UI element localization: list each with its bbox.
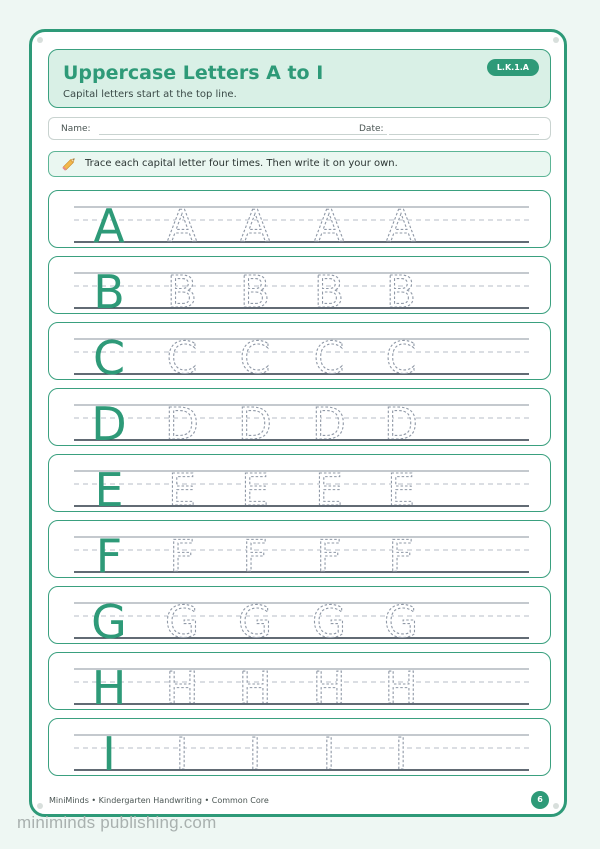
- trace-letter: F: [316, 531, 342, 576]
- standard-badge: L.K.1.A: [487, 59, 539, 76]
- model-letter: F: [95, 529, 123, 576]
- letter-row-d: [48, 388, 551, 446]
- trace-letter: D: [238, 399, 272, 444]
- model-letter: G: [91, 595, 127, 642]
- trace-letter: B: [313, 267, 345, 312]
- date-label: Date:: [359, 124, 384, 134]
- letter-row-c: [48, 322, 551, 380]
- trace-letter: A: [313, 201, 345, 246]
- trace-letter: F: [388, 531, 414, 576]
- watermark: miniminds publishing.com: [17, 813, 217, 832]
- letter-row-g: [48, 586, 551, 644]
- trace-letter: E: [387, 465, 415, 510]
- trace-letter: C: [313, 333, 345, 378]
- page-subtitle: Capital letters start at the top line.: [63, 89, 237, 100]
- date-field[interactable]: [389, 134, 539, 135]
- name-field[interactable]: [99, 134, 387, 135]
- page-number-badge: 6: [531, 791, 549, 809]
- letter-row-h: [48, 652, 551, 710]
- letter-row-i: [48, 718, 551, 776]
- trace-letter: E: [168, 465, 196, 510]
- trace-letter: I: [175, 729, 189, 774]
- model-letter: A: [93, 199, 125, 246]
- trace-letter: I: [248, 729, 262, 774]
- model-letter: I: [102, 727, 116, 774]
- trace-letter: A: [239, 201, 271, 246]
- trace-letter: A: [166, 201, 198, 246]
- trace-letter: H: [238, 663, 272, 708]
- name-label: Name:: [61, 124, 91, 134]
- page-title: Uppercase Letters A to I: [63, 62, 324, 84]
- model-letter: H: [91, 661, 127, 708]
- letter-row-b: [48, 256, 551, 314]
- trace-letter: E: [315, 465, 343, 510]
- trace-letter: G: [164, 597, 200, 642]
- trace-letter: D: [384, 399, 418, 444]
- instruction-box: [48, 151, 551, 177]
- pencil-icon: [61, 156, 77, 172]
- trace-letter: I: [394, 729, 408, 774]
- model-letter: E: [94, 463, 124, 510]
- trace-letter: C: [385, 333, 417, 378]
- trace-letter: I: [322, 729, 336, 774]
- corner-dot: [553, 803, 559, 809]
- trace-letter: A: [385, 201, 417, 246]
- trace-letter: D: [165, 399, 199, 444]
- trace-letter: E: [241, 465, 269, 510]
- trace-letter: F: [242, 531, 268, 576]
- name-date-bar: [48, 117, 551, 140]
- trace-letter: C: [239, 333, 271, 378]
- trace-letter: F: [169, 531, 195, 576]
- instruction-text: Trace each capital letter four times. Then write it on your own.: [85, 158, 398, 169]
- corner-dot: [553, 37, 559, 43]
- trace-letter: D: [312, 399, 346, 444]
- model-letter: C: [92, 331, 126, 378]
- trace-letter: B: [385, 267, 417, 312]
- trace-letter: H: [165, 663, 199, 708]
- letter-row-e: [48, 454, 551, 512]
- model-letter: D: [91, 397, 127, 444]
- trace-letter: G: [311, 597, 347, 642]
- trace-letter: G: [237, 597, 273, 642]
- letter-row-f: [48, 520, 551, 578]
- letter-row-a: [48, 190, 551, 248]
- trace-letter: C: [166, 333, 198, 378]
- footer-text: MiniMinds • Kindergarten Handwriting • Common Core: [49, 796, 269, 805]
- trace-letter: B: [239, 267, 271, 312]
- model-letter: B: [93, 265, 125, 312]
- trace-letter: G: [383, 597, 419, 642]
- trace-letter: H: [384, 663, 418, 708]
- corner-dot: [37, 37, 43, 43]
- trace-letter: B: [166, 267, 198, 312]
- header-panel: [48, 49, 551, 108]
- trace-letter: H: [312, 663, 346, 708]
- corner-dot: [37, 803, 43, 809]
